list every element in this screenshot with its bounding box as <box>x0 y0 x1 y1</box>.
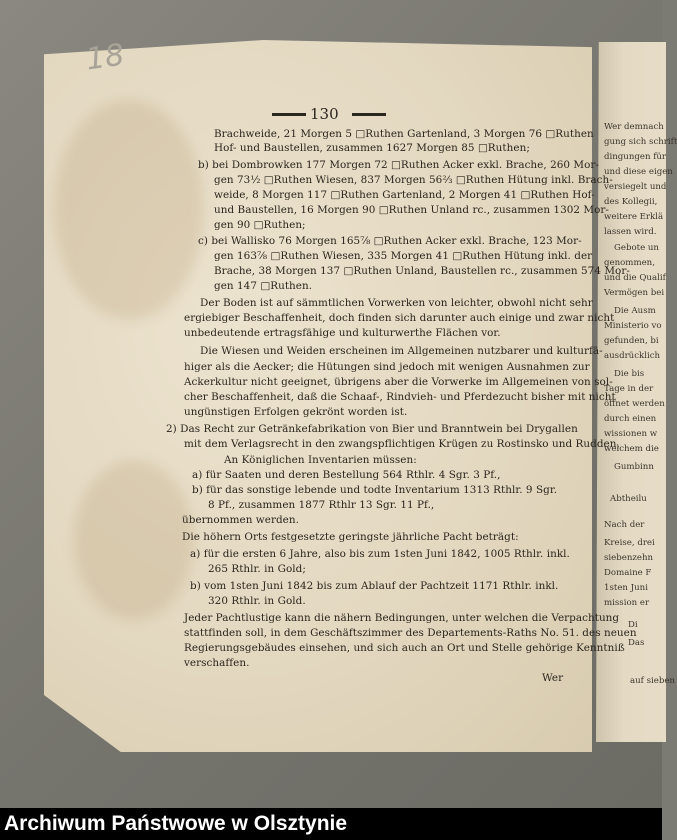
right-text-line: und die Qualif <box>604 273 666 283</box>
text-line: Regierungsgebäudes einsehen, und sich auch an Ort und Stelle gehörige Kenntniß <box>184 642 625 654</box>
right-text-line: siebenzehn <box>604 553 654 563</box>
text-line: stattfinden soll, in dem Geschäftszimmer des Departements-Raths No. 51. des neuen <box>184 627 637 639</box>
rule-right <box>352 113 386 116</box>
text-line: übernommen werden. <box>182 514 299 526</box>
right-text-line: Abtheilu <box>610 494 647 504</box>
right-text-line: gefunden, bi <box>604 336 659 346</box>
right-text-line: Vermögen bei <box>604 288 665 298</box>
text-line: Die höhern Orts festgesetzte geringste jährliche Pacht beträgt: <box>182 531 519 543</box>
text-line: Brachweide, 21 Morgen 5 □Ruthen Gartenland, 3 Morgen 76 □Ruthen <box>214 128 594 140</box>
text-line: ergiebiger Beschaffenheit, doch finden sich darunter auch einige und zwar nicht <box>184 312 615 324</box>
text-line: a) für die ersten 6 Jahre, also bis zum 1sten Juni 1842, 1005 Rthlr. inkl. <box>190 548 570 560</box>
right-text-line: ausdrücklich <box>604 351 661 361</box>
right-text-line: auf sieben <box>630 676 675 686</box>
right-text-line: wissionen w <box>604 429 658 439</box>
text-line: ungünstigen Erfolgen gekrönt worden ist. <box>184 406 408 418</box>
text-line: 8 Pf., zusammen 1877 Rthlr 13 Sgr. 11 Pf., <box>208 499 435 511</box>
rule-left <box>272 113 306 116</box>
right-text-line: versiegelt und <box>604 182 667 192</box>
right-text-line: Tage in der <box>604 384 654 394</box>
right-text-line: dingungen für <box>604 152 667 162</box>
text-line: gen 90 □Ruthen; <box>214 219 306 231</box>
right-text-line: Wer demnach <box>604 122 664 132</box>
right-text-line: mission er <box>604 598 650 608</box>
text-line: Brache, 38 Morgen 137 □Ruthen Unland, Baustellen rc., zusammen 574 Mor- <box>214 265 630 277</box>
text-line: An Königlichen Inventarien müssen: <box>224 454 417 466</box>
right-text-line: Kreise, drei <box>604 538 655 548</box>
text-line: Hof- und Baustellen, zusammen 1627 Morgen 85 □Ruthen; <box>214 142 530 154</box>
right-text-line: des Kollegii, <box>604 197 658 207</box>
catchword: Wer <box>542 672 564 684</box>
text-line: a) für Saaten und deren Bestellung 564 Rthlr. 4 Sgr. 3 Pf., <box>192 469 501 481</box>
handwritten-number: 18 <box>83 37 127 78</box>
paper-stain <box>74 460 194 620</box>
right-text-line: Di <box>628 620 638 630</box>
text-line: Die Wiesen und Weiden erscheinen im Allgemeinen nutzbarer und kulturfä- <box>200 345 603 357</box>
right-text-line: weitere Erklä <box>604 212 664 222</box>
text-line: cher Beschaffenheit, daß die Schaaf-, Rindvieh- und Pferdezucht bisher mit nicht <box>184 391 616 403</box>
text-line: Ackerkultur nicht geeignet, übrigens aber die Vorwerke im Allgemeinen von sol- <box>184 376 613 388</box>
text-line: gen 163⅞ □Ruthen Wiesen, 335 Morgen 41 □Ruthen Hütung inkl. der <box>214 250 593 262</box>
right-text-line: Die Ausm <box>614 306 656 316</box>
text-line: b) bei Dombrowken 177 Morgen 72 □Ruthen Acker exkl. Brache, 260 Mor- <box>198 159 599 171</box>
text-line: b) vom 1sten Juni 1842 bis zum Ablauf der Pachtzeit 1171 Rthlr. inkl. <box>190 580 559 592</box>
text-line: unbedeutende ertragsfähige und kulturwerthe Flächen vor. <box>184 327 501 339</box>
text-line: weide, 8 Morgen 117 □Ruthen Gartenland, 2 Morgen 41 □Ruthen Hof- <box>214 189 595 201</box>
text-line: gen 147 □Ruthen. <box>214 280 313 292</box>
right-text-line: Gebote un <box>614 243 659 253</box>
right-text-line: Domaine F <box>604 568 652 578</box>
text-line: verschaffen. <box>184 657 250 669</box>
right-text-line: durch einen <box>604 414 657 424</box>
right-text-line: welchem die <box>604 444 659 454</box>
right-text-line: öffnet werden <box>604 399 665 409</box>
right-text-line: Gumbinn <box>614 462 654 472</box>
text-line: gen 73½ □Ruthen Wiesen, 837 Morgen 56⅔ □Ruthen Hütung inkl. Brach- <box>214 174 613 186</box>
paper-stain <box>54 100 204 320</box>
text-line: c) bei Wallisko 76 Morgen 165⅞ □Ruthen Acker exkl. Brache, 123 Mor- <box>198 235 582 247</box>
right-text-line: genommen, <box>604 258 655 268</box>
text-line: Der Boden ist auf sämmtlichen Vorwerken von leichter, obwohl nicht sehr <box>200 297 593 309</box>
right-text-line: Nach der <box>604 520 645 530</box>
text-line: b) für das sonstige lebende und todte Inventarium 1313 Rthlr. 9 Sgr. <box>192 484 558 496</box>
text-line: Jeder Pachtlustige kann die nähern Bedingungen, unter welchen die Verpachtung <box>184 612 620 624</box>
text-line: mit dem Verlagsrecht in den zwangspflichtigen Krügen zu Rostinsko und Rudden, <box>184 438 620 450</box>
right-text-line: gung sich schrift <box>604 137 677 147</box>
right-text-line: Ministerio vo <box>604 321 662 331</box>
text-line: 320 Rthlr. in Gold. <box>208 595 306 607</box>
right-text-line: 1sten Juni <box>604 583 648 593</box>
right-text-line: Das <box>628 638 645 648</box>
right-text-line: und diese eigen <box>604 167 673 177</box>
page-number: 130 <box>310 105 339 123</box>
text-line: higer als die Aecker; die Hütungen sind jedoch mit wenigen Ausnahmen zur <box>184 361 590 373</box>
text-line: und Baustellen, 16 Morgen 90 □Ruthen Unland rc., zusammen 1302 Mor- <box>214 204 609 216</box>
archive-caption: Archiwum Państwowe w Olsztynie <box>0 808 662 840</box>
text-line: 2) Das Recht zur Getränkefabrikation von Bier und Branntwein bei Drygallen <box>166 423 578 435</box>
right-text-line: Die bis <box>614 369 645 379</box>
right-text-line: lassen wird. <box>604 227 657 237</box>
text-line: 265 Rthlr. in Gold; <box>208 563 306 575</box>
